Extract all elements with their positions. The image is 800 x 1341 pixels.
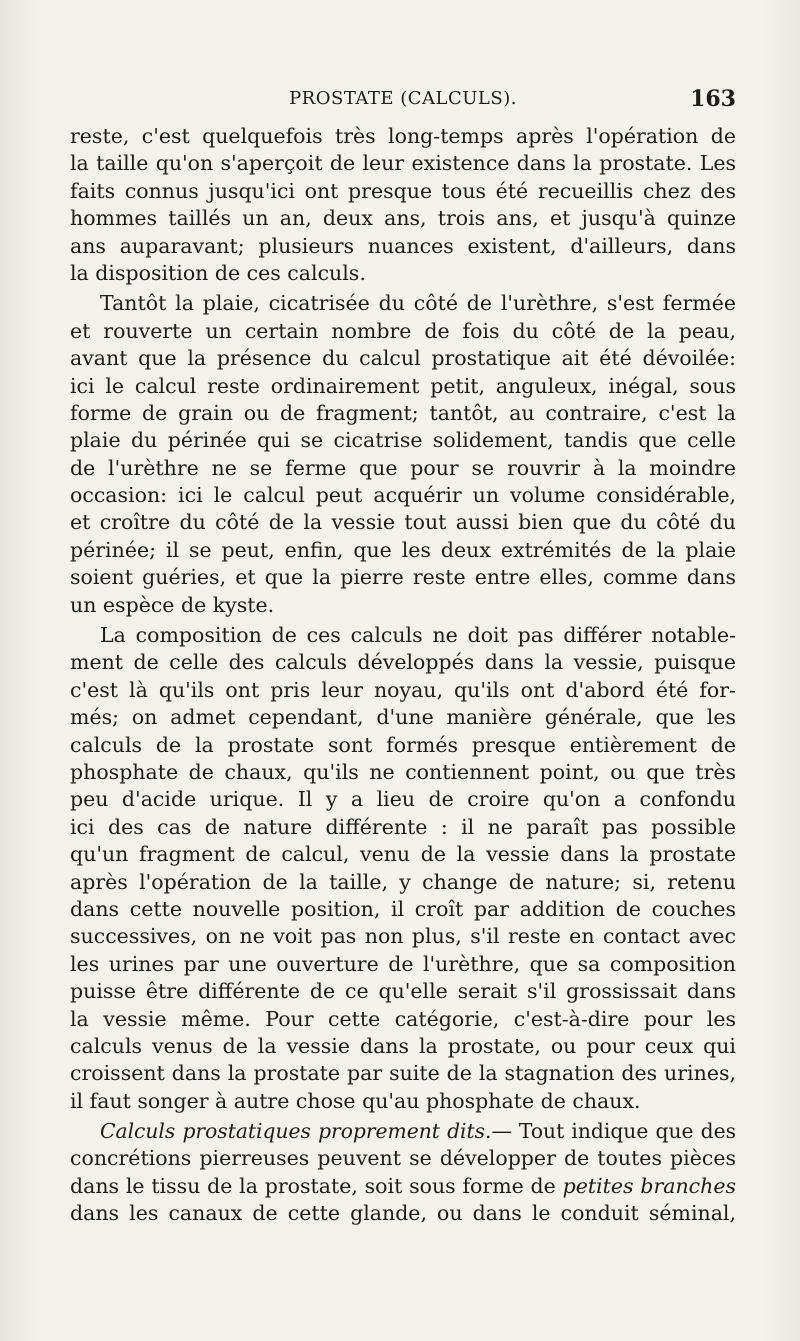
text-line: puisse être différente de ce qu'elle serait s'il grossissait dans	[70, 979, 736, 1004]
text-line: les urines par une ouverture de l'urèthre, que sa composition	[70, 951, 736, 976]
text-line: et rouverte un certain nombre de fois du côté de la peau,	[70, 318, 736, 343]
text-line: reste, c'est quelquefois très long-temps après l'opération de	[70, 124, 736, 148]
text-line: dans les canaux de cette glande, ou dans le conduit séminal,	[70, 1201, 736, 1226]
text-line: il faut songer à autre chose qu'au phosphate de chaux.	[70, 1088, 641, 1113]
text-line: més; on admet cependant, d'une manière générale, que les	[70, 705, 736, 730]
paragraph	[70, 123, 736, 287]
running-title: PROSTATE (CALCULS).	[289, 88, 517, 109]
text-line: la taille qu'on s'aperçoit de leur existence dans la prostate. Les	[70, 151, 736, 176]
text-line: après l'opération de la taille, y change de nature; si, retenu	[70, 869, 736, 894]
text-line: calculs de la prostate sont formés presque entièrement de	[70, 732, 736, 757]
body-text	[70, 123, 736, 1231]
text-line: calculs venus de la vessie dans la prostate, ou pour ceux qui	[70, 1033, 736, 1058]
paragraph	[70, 290, 736, 619]
text-line: dans cette nouvelle position, il croît par addition de couches	[70, 896, 736, 921]
text-line: ment de celle des calculs développés dans la vessie, puisque	[70, 650, 736, 675]
page-header	[70, 88, 736, 120]
text-line: avant que la présence du calcul prostatique ait été dévoilée:	[70, 346, 736, 371]
page-number: 163	[690, 86, 736, 112]
text-line: La composition de ces calculs ne doit pas différer notable-	[100, 623, 736, 648]
text-line: forme de grain ou de fragment; tantôt, au contraire, c'est la	[70, 400, 736, 425]
text-line: ans auparavant; plusieurs nuances existent, d'ailleurs, dans	[70, 233, 736, 258]
text-line: concrétions pierreuses peuvent se développer de toutes pièces	[70, 1146, 736, 1171]
text-line: Tantôt la plaie, cicatrisée du côté de l'urèthre, s'est fermée	[100, 291, 736, 316]
paragraph	[70, 1118, 736, 1228]
text-line: ici le calcul reste ordinairement petit, anguleux, inégal, sous	[70, 373, 736, 398]
text-line: un espèce de kyste.	[70, 592, 275, 617]
text-line: qu'un fragment de calcul, venu de la vessie dans la prostate	[70, 842, 736, 867]
text-line: périnée; il se peut, enfin, que les deux extrémités de la plaie	[70, 537, 736, 562]
text-line: dans le tissu de la prostate, soit sous forme de petites branches	[70, 1173, 736, 1198]
text-line: peu d'acide urique. Il y a lieu de croire qu'on a confondu	[70, 787, 736, 812]
text-line: occasion: ici le calcul peut acquérir un volume considérable,	[70, 483, 736, 508]
text-line: et croître du côté de la vessie tout aussi bien que du côté du	[70, 510, 736, 535]
text-line: faits connus jusqu'ici ont presque tous été recueillis chez des	[70, 178, 736, 203]
text-line: successives, on ne voit pas non plus, s'il reste en contact avec	[70, 924, 736, 949]
text-line: plaie du périnée qui se cicatrise solidement, tandis que celle	[70, 428, 736, 453]
text-line: la disposition de ces calculs.	[70, 260, 366, 285]
paragraph	[70, 622, 736, 1115]
text-line: soient guéries, et que la pierre reste entre elles, comme dans	[70, 565, 736, 590]
text-line: croissent dans la prostate par suite de la stagnation des urines,	[70, 1061, 736, 1086]
text-line: ici des cas de nature différente : il ne paraît pas possible	[70, 814, 736, 839]
text-line: phosphate de chaux, qu'ils ne contiennent point, ou que très	[70, 759, 736, 784]
text-line: de l'urèthre ne se ferme que pour se rouvrir à la moindre	[70, 455, 736, 480]
text-line: c'est là qu'ils ont pris leur noyau, qu'ils ont d'abord été for-	[70, 677, 736, 702]
text-line: la vessie même. Pour cette catégorie, c'est-à-dire pour les	[70, 1006, 736, 1031]
text-line: hommes taillés un an, deux ans, trois ans, et jusqu'à quinze	[70, 206, 736, 231]
text-line: Calculs prostatiques proprement dits.— Tout indique que des	[100, 1119, 736, 1144]
